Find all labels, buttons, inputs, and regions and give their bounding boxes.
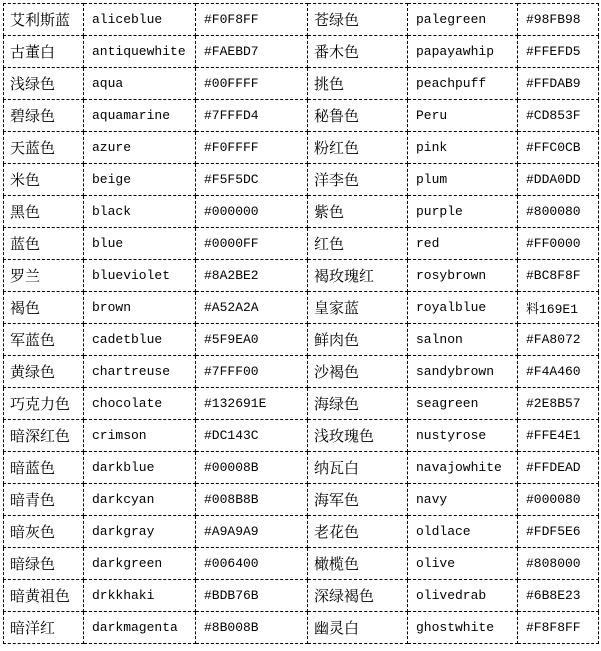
table-row (4, 420, 599, 452)
english-color-name-cell: ghostwhite (408, 612, 518, 644)
english-color-name-cell: chocolate (84, 388, 196, 420)
english-color-name-cell: blueviolet (84, 260, 196, 292)
hex-code-cell: #008B8B (196, 484, 308, 516)
english-color-name-cell: drkkhaki (84, 580, 196, 612)
chinese-color-name-cell: 米色 (4, 164, 84, 196)
chinese-color-name-cell: 暗黄祖色 (4, 580, 84, 612)
hex-code-cell: #F0F8FF (196, 4, 308, 36)
table-row (4, 228, 599, 260)
chinese-color-name-cell: 纳瓦白 (308, 452, 408, 484)
hex-code-cell: #FDF5E6 (518, 516, 599, 548)
hex-code-cell: #00008B (196, 452, 308, 484)
english-color-name-cell: blue (84, 228, 196, 260)
chinese-color-name-cell: 浅玫瑰色 (308, 420, 408, 452)
english-color-name-cell: sandybrown (408, 356, 518, 388)
english-color-name-cell: Peru (408, 100, 518, 132)
color-name-table-body (4, 4, 599, 644)
chinese-color-name-cell: 天蓝色 (4, 132, 84, 164)
chinese-color-name-cell: 海绿色 (308, 388, 408, 420)
table-row (4, 612, 599, 644)
hex-code-cell: #A9A9A9 (196, 516, 308, 548)
english-color-name-cell: navajowhite (408, 452, 518, 484)
hex-code-cell: #F0FFFF (196, 132, 308, 164)
table-row (4, 580, 599, 612)
english-color-name-cell: oldlace (408, 516, 518, 548)
hex-code-cell: #FFC0CB (518, 132, 599, 164)
hex-code-cell: #F4A460 (518, 356, 599, 388)
color-name-table-container (3, 3, 599, 644)
english-color-name-cell: brown (84, 292, 196, 324)
chinese-color-name-cell: 军蓝色 (4, 324, 84, 356)
table-row (4, 100, 599, 132)
english-color-name-cell: black (84, 196, 196, 228)
chinese-color-name-cell: 古董白 (4, 36, 84, 68)
table-row (4, 292, 599, 324)
table-row (4, 132, 599, 164)
hex-code-cell: #FF0000 (518, 228, 599, 260)
chinese-color-name-cell: 秘鲁色 (308, 100, 408, 132)
chinese-color-name-cell: 罗兰 (4, 260, 84, 292)
hex-code-cell: #DC143C (196, 420, 308, 452)
chinese-color-name-cell: 挑色 (308, 68, 408, 100)
english-color-name-cell: darkgreen (84, 548, 196, 580)
english-color-name-cell: aliceblue (84, 4, 196, 36)
chinese-color-name-cell: 浅绿色 (4, 68, 84, 100)
hex-code-cell: #FFEFD5 (518, 36, 599, 68)
hex-code-cell: #FFDEAD (518, 452, 599, 484)
english-color-name-cell: nustyrose (408, 420, 518, 452)
hex-code-cell: #FA8072 (518, 324, 599, 356)
chinese-color-name-cell: 褐色 (4, 292, 84, 324)
hex-code-cell: #132691E (196, 388, 308, 420)
english-color-name-cell: olivedrab (408, 580, 518, 612)
english-color-name-cell: palegreen (408, 4, 518, 36)
english-color-name-cell: darkgray (84, 516, 196, 548)
chinese-color-name-cell: 沙褐色 (308, 356, 408, 388)
chinese-color-name-cell: 黑色 (4, 196, 84, 228)
color-name-table (3, 3, 599, 644)
english-color-name-cell: plum (408, 164, 518, 196)
chinese-color-name-cell: 黄绿色 (4, 356, 84, 388)
english-color-name-cell: navy (408, 484, 518, 516)
english-color-name-cell: chartreuse (84, 356, 196, 388)
english-color-name-cell: beige (84, 164, 196, 196)
chinese-color-name-cell: 暗蓝色 (4, 452, 84, 484)
hex-code-cell: #F8F8FF (518, 612, 599, 644)
table-row (4, 356, 599, 388)
hex-code-cell: #0000FF (196, 228, 308, 260)
hex-code-cell: #6B8E23 (518, 580, 599, 612)
hex-code-cell: #000080 (518, 484, 599, 516)
chinese-color-name-cell: 暗绿色 (4, 548, 84, 580)
table-row (4, 196, 599, 228)
table-row (4, 4, 599, 36)
chinese-color-name-cell: 老花色 (308, 516, 408, 548)
chinese-color-name-cell: 鲜肉色 (308, 324, 408, 356)
english-color-name-cell: aquamarine (84, 100, 196, 132)
hex-code-cell: #F5F5DC (196, 164, 308, 196)
english-color-name-cell: rosybrown (408, 260, 518, 292)
english-color-name-cell: pink (408, 132, 518, 164)
hex-code-cell: #2E8B57 (518, 388, 599, 420)
hex-code-cell: #7FFFD4 (196, 100, 308, 132)
table-row (4, 516, 599, 548)
hex-code-cell: #FFDAB9 (518, 68, 599, 100)
chinese-color-name-cell: 蓝色 (4, 228, 84, 260)
hex-code-cell: #DDA0DD (518, 164, 599, 196)
hex-code-cell: #7FFF00 (196, 356, 308, 388)
hex-code-cell: #FFE4E1 (518, 420, 599, 452)
english-color-name-cell: red (408, 228, 518, 260)
hex-code-cell: #8A2BE2 (196, 260, 308, 292)
english-color-name-cell: cadetblue (84, 324, 196, 356)
hex-code-cell: #FAEBD7 (196, 36, 308, 68)
chinese-color-name-cell: 暗灰色 (4, 516, 84, 548)
table-row (4, 548, 599, 580)
english-color-name-cell: crimson (84, 420, 196, 452)
chinese-color-name-cell: 暗青色 (4, 484, 84, 516)
table-row (4, 484, 599, 516)
english-color-name-cell: seagreen (408, 388, 518, 420)
chinese-color-name-cell: 海军色 (308, 484, 408, 516)
hex-code-cell: 料169E1 (518, 292, 599, 324)
chinese-color-name-cell: 深绿褐色 (308, 580, 408, 612)
hex-code-cell: #006400 (196, 548, 308, 580)
chinese-color-name-cell: 幽灵白 (308, 612, 408, 644)
english-color-name-cell: darkmagenta (84, 612, 196, 644)
table-row (4, 388, 599, 420)
english-color-name-cell: purple (408, 196, 518, 228)
table-row (4, 36, 599, 68)
chinese-color-name-cell: 橄榄色 (308, 548, 408, 580)
hex-code-cell: #800080 (518, 196, 599, 228)
english-color-name-cell: darkcyan (84, 484, 196, 516)
chinese-color-name-cell: 紫色 (308, 196, 408, 228)
chinese-color-name-cell: 暗洋红 (4, 612, 84, 644)
chinese-color-name-cell: 苍绿色 (308, 4, 408, 36)
hex-code-cell: #8B008B (196, 612, 308, 644)
hex-code-cell: #000000 (196, 196, 308, 228)
chinese-color-name-cell: 番木色 (308, 36, 408, 68)
hex-code-cell: #CD853F (518, 100, 599, 132)
chinese-color-name-cell: 褐玫瑰红 (308, 260, 408, 292)
table-row (4, 324, 599, 356)
english-color-name-cell: papayawhip (408, 36, 518, 68)
english-color-name-cell: darkblue (84, 452, 196, 484)
english-color-name-cell: olive (408, 548, 518, 580)
hex-code-cell: #5F9EA0 (196, 324, 308, 356)
hex-code-cell: #98FB98 (518, 4, 599, 36)
hex-code-cell: #808000 (518, 548, 599, 580)
english-color-name-cell: salnon (408, 324, 518, 356)
table-row (4, 260, 599, 292)
chinese-color-name-cell: 粉红色 (308, 132, 408, 164)
hex-code-cell: #00FFFF (196, 68, 308, 100)
english-color-name-cell: royalblue (408, 292, 518, 324)
chinese-color-name-cell: 暗深红色 (4, 420, 84, 452)
hex-code-cell: #BDB76B (196, 580, 308, 612)
chinese-color-name-cell: 艾利斯蓝 (4, 4, 84, 36)
english-color-name-cell: aqua (84, 68, 196, 100)
table-row (4, 68, 599, 100)
hex-code-cell: #A52A2A (196, 292, 308, 324)
chinese-color-name-cell: 洋李色 (308, 164, 408, 196)
english-color-name-cell: antiquewhite (84, 36, 196, 68)
table-row (4, 164, 599, 196)
chinese-color-name-cell: 红色 (308, 228, 408, 260)
english-color-name-cell: azure (84, 132, 196, 164)
hex-code-cell: #BC8F8F (518, 260, 599, 292)
chinese-color-name-cell: 巧克力色 (4, 388, 84, 420)
english-color-name-cell: peachpuff (408, 68, 518, 100)
chinese-color-name-cell: 碧绿色 (4, 100, 84, 132)
table-row (4, 452, 599, 484)
chinese-color-name-cell: 皇家蓝 (308, 292, 408, 324)
